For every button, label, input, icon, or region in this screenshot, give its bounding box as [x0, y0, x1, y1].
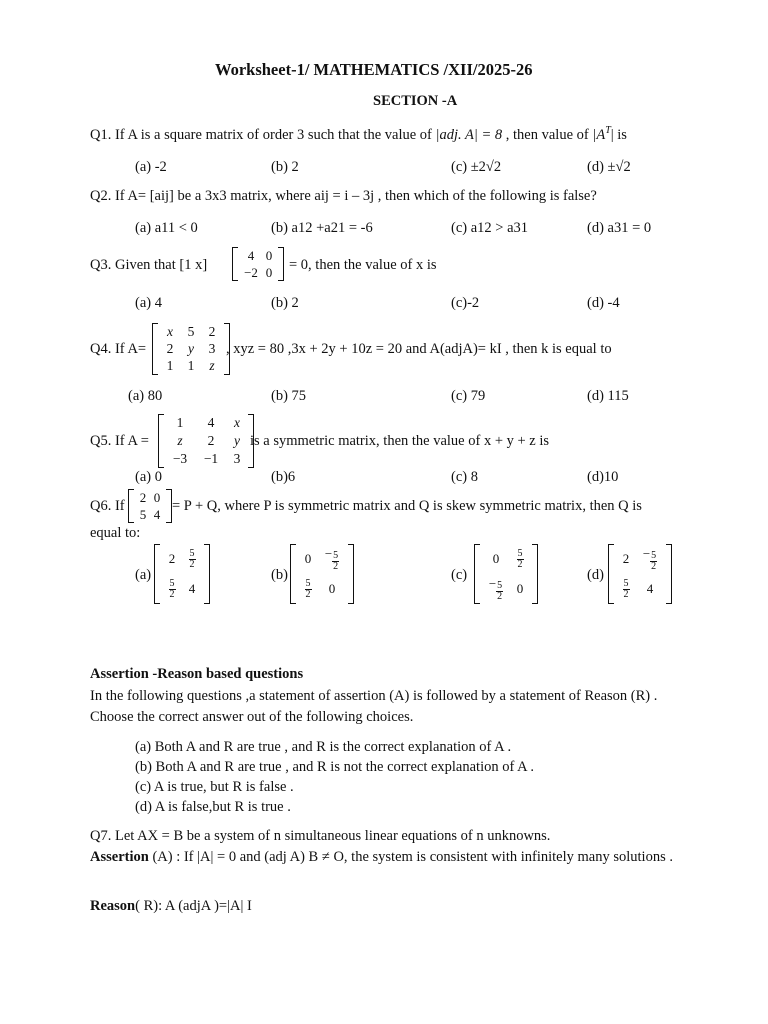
q5-option-a: (a) 0 — [135, 469, 162, 485]
q6c-m-21: − $\frac{5}{2}$ — [488, 576, 503, 602]
q5-text-b: is a symmetric matrix, then the value of x + y + z is — [250, 433, 550, 449]
q3-m-21: −2 — [244, 264, 258, 280]
q3-text-a: Q3. Given that [1 x] — [90, 257, 208, 273]
q6d-m-21: $\frac{5}{2}$ — [623, 577, 629, 600]
q5-m-11: 1 — [176, 415, 184, 430]
q5-m-32: −1 — [203, 451, 219, 466]
q6-option-a-label: (a) — [135, 567, 152, 583]
q6-matrix — [128, 489, 172, 523]
q4-m-11: x — [167, 323, 173, 339]
q4-m-33: z — [209, 357, 215, 373]
q2-option-c: (c) a12 > a31 — [451, 220, 529, 236]
q6-option-b-label: (b) — [271, 567, 288, 583]
q5-m-23: y — [234, 433, 240, 448]
q6a-m-11: 2 — [168, 551, 176, 566]
q1-expr1: |adj. A| = 8 — [435, 126, 503, 143]
q6d-m-22: 4 — [646, 581, 654, 596]
q6b-m-21: $\frac{5}{2}$ — [305, 577, 311, 600]
q6-option-b-matrix — [290, 544, 354, 604]
q1-text-a: Q1. If A is a square matrix of order 3 such that the value of — [90, 126, 436, 143]
q7-reason-text: ( R): A (adjA )=|A| I — [135, 898, 252, 914]
q4-m-31: 1 — [166, 357, 174, 373]
q5-m-31: −3 — [172, 451, 188, 466]
q5-matrix — [158, 414, 254, 468]
q6-text-a: Q6. If — [90, 498, 125, 514]
q1-option-d: (d) ±√2 — [587, 159, 631, 175]
q6-option-a-matrix — [154, 544, 210, 604]
q4-option-b: (b) 75 — [271, 388, 307, 404]
q4-m-22: y — [188, 340, 194, 356]
ar-choice-a: (a) Both A and R are true , and R is the correct explanation of A . — [135, 739, 512, 755]
q3-m-11: 4 — [247, 247, 255, 263]
q5-m-22: 2 — [207, 433, 215, 448]
q7-assertion-text: (A) : If |A| = 0 and (adj A) B ≠ O, the system is consistent with infinitely many solutions . — [148, 849, 673, 865]
q3-option-d: (d) -4 — [587, 295, 620, 311]
q6-m-11: 2 — [139, 489, 147, 505]
q6d-m-11: 2 — [622, 551, 630, 566]
q7-assertion — [90, 847, 680, 868]
q6a-m-12: $\frac{5}{2}$ — [189, 547, 195, 570]
q4-option-d: (d) 115 — [587, 388, 629, 404]
q6c-m-12: $\frac{5}{2}$ — [517, 547, 523, 570]
q3-m-22: 0 — [265, 264, 273, 280]
q2-option-d: (d) a31 = 0 — [587, 220, 652, 236]
q1-text-c: is — [613, 126, 627, 143]
q5-m-21: z — [177, 433, 183, 448]
q6b-m-22: 0 — [328, 581, 336, 596]
ar-heading: Assertion -Reason based questions — [90, 666, 304, 682]
q3-matrix — [232, 247, 284, 281]
q7-text: Q7. Let AX = B be a system of n simultaneous linear equations of n unknowns. — [90, 828, 551, 844]
q6-m-21: 5 — [139, 506, 147, 522]
q6-text-c: equal to: — [90, 525, 141, 541]
q3-option-c: (c)-2 — [451, 295, 480, 311]
q5-option-d: (d)10 — [587, 469, 619, 485]
q5-m-33: 3 — [233, 451, 241, 466]
q3-m-12: 0 — [265, 247, 273, 263]
q4-m-23: 3 — [208, 340, 216, 356]
q4-text-b: , xyz = 80 ,3x + 2y + 10z = 20 and A(adjA)= kI , then k is equal to — [226, 341, 612, 357]
q5-option-c: (c) 8 — [451, 469, 478, 485]
q1-expr2-end: | — [610, 126, 614, 143]
q2-text: Q2. If A= [aij] be a 3x3 matrix, where aij = i – 3j , then which of the following is false? — [90, 188, 597, 204]
ar-choice-c: (c) A is true, but R is false . — [135, 779, 294, 795]
q6d-m-12: − $\frac{5}{2}$ — [642, 546, 657, 572]
q4-matrix — [152, 323, 230, 375]
q3-option-a: (a) 4 — [135, 295, 162, 311]
q2-option-b: (b) a12 +a21 = -6 — [271, 220, 373, 236]
q6-m-12: 0 — [153, 489, 161, 505]
q6-option-d-matrix — [608, 544, 672, 604]
q4-option-c: (c) 79 — [451, 388, 486, 404]
q4-m-13: 2 — [208, 323, 216, 339]
q6a-m-21: $\frac{5}{2}$ — [169, 577, 175, 600]
q3-option-b: (b) 2 — [271, 295, 299, 311]
q6b-m-12: − $\frac{5}{2}$ — [324, 546, 339, 572]
q6c-m-11: 0 — [492, 551, 500, 566]
q6-m-22: 4 — [153, 506, 161, 522]
q6b-m-11: 0 — [304, 551, 312, 566]
q4-option-a: (a) 80 — [128, 388, 163, 404]
q4-m-12: 5 — [187, 323, 195, 339]
ar-intro: In the following questions ,a statement of assertion (A) is followed by a statement of Reason (R) . Choose the correct answer out of the following choices. — [90, 688, 658, 725]
q6a-m-22: 4 — [188, 581, 196, 596]
q4-m-21: 2 — [166, 340, 174, 356]
q1-text — [90, 125, 627, 144]
q1-sup: T — [605, 125, 611, 136]
q7-reason — [90, 898, 252, 915]
q6c-m-22: 0 — [516, 581, 524, 596]
q4-text-a: Q4. If A= — [90, 341, 147, 357]
q6-option-d-label: (d) — [587, 567, 604, 583]
q5-option-b: (b)6 — [271, 469, 296, 485]
q1-option-a: (a) -2 — [135, 159, 167, 175]
q5-text-a: Q5. If A = — [90, 433, 149, 449]
q7-assertion-label: Assertion — [90, 849, 149, 865]
q6-text-b: = P + Q, where P is symmetric matrix and Q is skew symmetric matrix, then Q is — [172, 498, 642, 514]
q1-expr2: |A — [592, 126, 606, 143]
q1-text-b: , then value of — [502, 126, 593, 143]
q5-m-13: x — [234, 415, 240, 430]
q6-option-c-matrix — [474, 544, 538, 604]
q7-reason-label: Reason — [90, 898, 136, 914]
q5-m-12: 4 — [207, 415, 215, 430]
q4-m-32: 1 — [187, 357, 195, 373]
q1-option-c: (c) ±2√2 — [451, 159, 502, 175]
q6-option-c-label: (c) — [451, 567, 468, 583]
worksheet-title: Worksheet-1/ MATHEMATICS /XII/2025-26 — [215, 60, 533, 79]
q2-option-a: (a) a11 < 0 — [135, 220, 198, 236]
ar-choice-d: (d) A is false,but R is true . — [135, 799, 291, 815]
q1-option-b: (b) 2 — [271, 159, 299, 175]
ar-choice-b: (b) Both A and R are true , and R is not the correct explanation of A . — [135, 759, 535, 775]
section-heading: SECTION -A — [373, 93, 458, 109]
q3-text-b: = 0, then the value of x is — [289, 257, 437, 273]
